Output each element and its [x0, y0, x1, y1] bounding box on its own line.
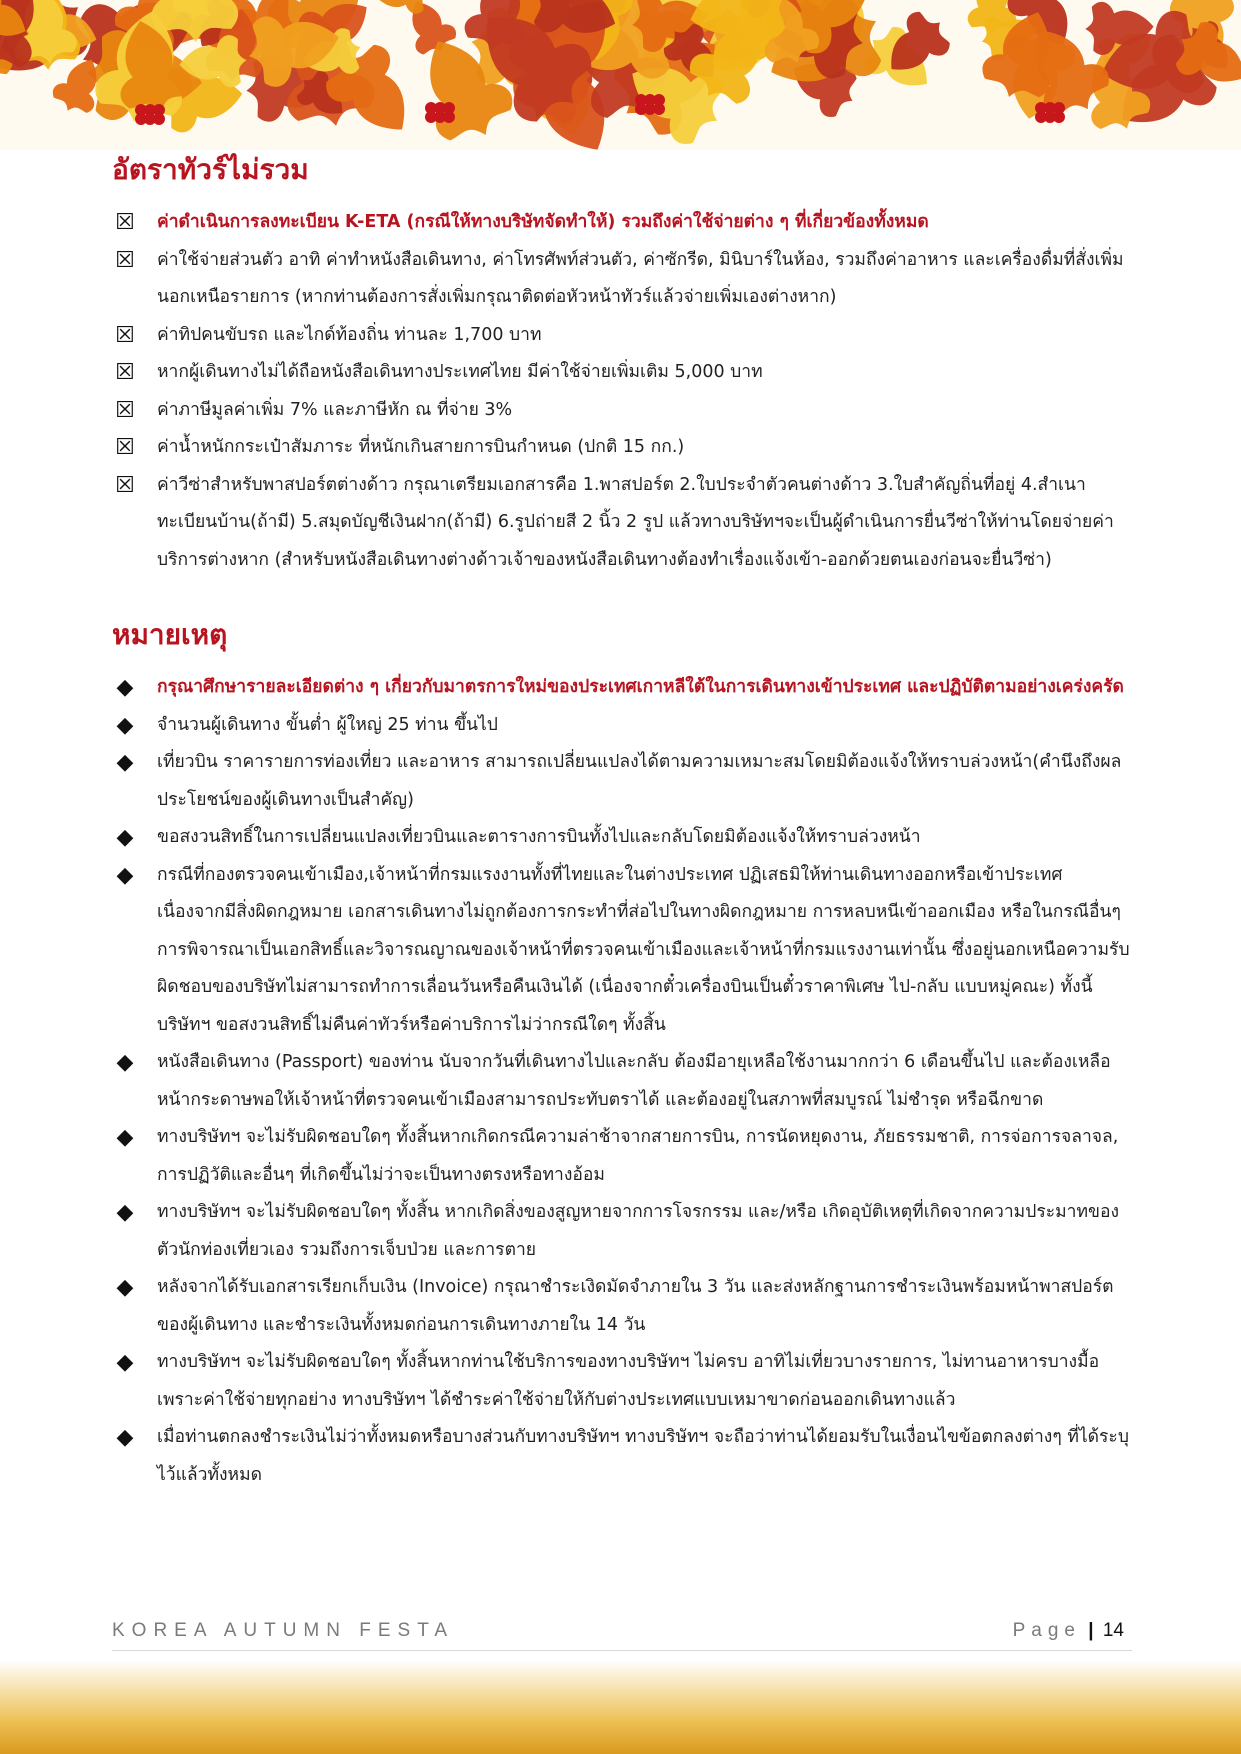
excluded-item-text: ค่าทิปคนขับรถ และไกด์ท้องถิ่น ท่านละ 1,700 บาท: [157, 324, 542, 345]
diamond-bullet-icon: ◆: [116, 862, 134, 888]
excluded-item-text: ค่าดำเนินการลงทะเบียน K-ETA (กรณีให้ทางบริษัทจัดทำให้) รวมถึงค่าใช้จ่ายต่าง ๆ ที่เกี่ยวข้องทั้งหมด: [157, 212, 929, 232]
checkbox-x-icon: ☒: [115, 247, 135, 273]
page-label: Page: [1012, 1620, 1081, 1641]
page-separator: |: [1088, 1620, 1094, 1641]
note-item-text: ทางบริษัทฯ จะไม่รับผิดชอบใดๆ ทั้งสิ้น หากเกิดสิ่งของสูญหายจากการโจรกรรม และ/หรือ เกิดอุบัติเหตุที่เกิดจากความประมาทของตัวนักท่องเที่ยวเอง รวมถึงการเจ็บป่วย และการตาย: [157, 1202, 1120, 1260]
diamond-bullet-icon: ◆: [116, 1125, 134, 1150]
excluded-item-text: ค่าภาษีมูลค่าเพิ่ม 7% และภาษีหัก ณ ที่จ่าย 3%: [157, 399, 513, 420]
checkbox-x-icon: ☒: [115, 435, 135, 460]
page-number: 14: [1102, 1620, 1124, 1641]
notes-heading: หมายเหตุ: [112, 618, 228, 651]
note-item-text: หลังจากได้รับเอกสารเรียกเก็บเงิน (Invoice) กรุณาชำระเงิดมัดจำภายใน 3 วัน และส่งหลักฐานการชำระเงินพร้อมหน้าพาสปอร์ตของผู้เดินทาง และชำระเงินทั้งหมดก่อนการเดินทางภายใน 14 วัน: [157, 1277, 1114, 1335]
note-item-text: กรุณาศึกษารายละเอียดต่าง ๆ เกี่ยวกับมาตรการใหม่ของประเทศเกาหลีใต้ในการเดินทางเข้าประเทศ และปฏิบัติตามอย่างเคร่งครัด: [157, 677, 1124, 697]
page-content: [112, 148, 1132, 1494]
diamond-bullet-icon: ◆: [116, 1050, 134, 1075]
note-item-text: ทางบริษัทฯ จะไม่รับผิดชอบใดๆ ทั้งสิ้นหากเกิดกรณีความล่าช้าจากสายการบิน, การนัดหยุดงาน, ภัยธรรมชาติ, การจ่อการจลาจล, การปฏิวัติและอื่นๆ ที่เกิดขึ้นไม่ว่าจะเป็นทางตรงหรือทางอ้อม: [157, 1127, 1119, 1185]
note-item: [112, 1044, 1132, 1119]
note-item: [112, 1419, 1132, 1494]
excluded-item: [112, 467, 1132, 580]
note-item-text: หนังสือเดินทาง (Passport) ของท่าน นับจากวันที่เดินทางไปและกลับ ต้องมีอายุเหลือใช้งานมากกว่า 6 เดือนขึ้นไป และต้องเหลือหน้ากระดาษพอให้เจ้าหน้าที่ตรวจคนเข้าเมืองสามารถประทับตราได้ และต้องอยู่ในสภาพที่สมบูรณ์ ไม่ชำรุด หรือฉีกขาด: [157, 1052, 1111, 1110]
note-item: [112, 1269, 1132, 1344]
excluded-item: [112, 392, 1132, 430]
excluded-item: [112, 242, 1132, 317]
page-indicator: [1013, 1620, 1124, 1642]
note-item-text: กรณีที่กองตรวจคนเข้าเมือง,เจ้าหน้าที่กรมแรงงานทั้งที่ไทยและในต่างประเทศ ปฏิเสธมิให้ท่านเดินทางออกหรือเข้าประเทศ เนื่องจากมีสิ่งผิดกฎหมาย เอกสารเดินทางไม่ถูกต้องการกระทำที่ส่อไปในทางผิดกฎหมาย การหลบหนีเข้าออกเมือง หรือในกรณีอื่นๆการพิจารณาเป็นเอกสิทธิ์และวิจารณญาณของเจ้าหน้าที่ตรวจคนเข้าเมืองและเจ้าหน้าที่กรมแรงงานเท่านั้น ซึ่งอยู่นอกเหนือความรับผิดชอบของบริษัทไม่สามารถทำการเลื่อนวันหรือคืนเงินได้ (เนื่องจากตั๋วเครื่องบินเป็นตั๋วราคาพิเศษ ไป-กลับ แบบหมู่คณะ) ทั้งนี้บริษัทฯ ขอสงวนสิทธิ์ไม่คืนค่าทัวร์หรือค่าบริการไม่ว่ากรณีใดๆ ทั้งสิ้น: [157, 864, 1130, 1035]
excluded-item-text: ค่าน้ำหนักกระเป๋าสัมภาระ ที่หนักเกินสายการบินกำหนด (ปกติ 15 กก.): [157, 437, 685, 457]
footer-brand: KOREA AUTUMN FESTA: [112, 1620, 455, 1641]
note-item: [112, 707, 1132, 745]
excluded-item-text: ค่าวีซ่าสำหรับพาสปอร์ตต่างด้าว กรุณาเตรียมเอกสารคือ 1.พาสปอร์ต 2.ใบประจำตัวคนต่างด้าว 3.ใบสำคัญถิ่นที่อยู่ 4.สำเนาทะเบียนบ้าน(ถ้ามี) 5.สมุดบัญชีเงินฝาก(ถ้ามี) 6.รูปถ่ายสี 2 นิ้ว 2 รูป แล้วทางบริษัทฯจะเป็นผู้ดำเนินการยื่นวีซ่าให้ท่านโดยจ่ายค่าบริการต่างหาก (สำหรับหนังสือเดินทางต่างด้าวเจ้าของหนังสือเดินทางต้องทำเรื่องแจ้งเข้า-ออกด้วยตนเองก่อนจะยื่นวีซ่า): [157, 474, 1114, 570]
autumn-leaves-illustration: [0, 0, 1241, 150]
page-footer: [112, 1616, 1132, 1651]
note-item-text: จำนวนผู้เดินทาง ขั้นต่ำ ผู้ใหญ่ 25 ท่าน ขึ้นไป: [157, 714, 498, 735]
excluded-item-text: ค่าใช้จ่ายส่วนตัว อาทิ ค่าทำหนังสือเดินทาง, ค่าโทรศัพท์ส่วนตัว, ค่าซักรีด, มินิบาร์ในห้อง, รวมถึงค่าอาหาร และเครื่องดื่มที่สั่งเพิ่มนอกเหนือรายการ (หากท่านต้องการสั่งเพิ่มกรุณาติดต่อหัวหน้าทัวร์แล้วจ่ายเพิ่มเองต่างหาก): [157, 249, 1124, 307]
diamond-bullet-icon: ◆: [116, 675, 134, 700]
bottom-gradient-bar: [0, 1660, 1241, 1754]
excluded-item: [112, 204, 1132, 242]
excluded-list: [112, 204, 1132, 579]
excluded-item-text: หากผู้เดินทางไม่ได้ถือหนังสือเดินทางประเทศไทย มีค่าใช้จ่ายเพิ่มเติม 5,000 บาท: [157, 362, 763, 382]
note-item-text: ขอสงวนสิทธิ์ในการเปลี่ยนแปลงเที่ยวบินและตารางการบินทั้งไปและกลับโดยมิต้องแจ้งให้ทราบล่วงหน้า: [157, 827, 921, 847]
notes-list: [112, 669, 1132, 1494]
note-item: [112, 669, 1132, 707]
note-item: [112, 1194, 1132, 1269]
diamond-bullet-icon: ◆: [116, 1350, 134, 1375]
checkbox-x-icon: ☒: [115, 210, 135, 235]
excluded-item: [112, 317, 1132, 355]
note-item: [112, 1119, 1132, 1194]
berry-shape: [653, 103, 665, 115]
diamond-bullet-icon: ◆: [116, 712, 134, 738]
diamond-bullet-icon: ◆: [116, 1200, 134, 1225]
note-item-text: เมื่อท่านตกลงชำระเงินไม่ว่าทั้งหมดหรือบางส่วนกับทางบริษัทฯ ทางบริษัทฯ จะถือว่าท่านได้ยอมรับในเงื่อนไขข้อตกลงต่างๆ ที่ได้ระบุไว้แล้วทั้งหมด: [157, 1427, 1129, 1485]
diamond-bullet-icon: ◆: [116, 750, 134, 775]
checkbox-x-icon: ☒: [115, 397, 135, 423]
excluded-item: [112, 354, 1132, 392]
checkbox-x-icon: ☒: [115, 360, 135, 385]
excluded-heading: อัตราทัวร์ไม่รวม: [112, 153, 309, 186]
note-item: [112, 857, 1132, 1045]
excluded-item: [112, 429, 1132, 467]
diamond-bullet-icon: ◆: [116, 1425, 134, 1450]
diamond-bullet-icon: ◆: [116, 1275, 134, 1300]
berry-shape: [443, 111, 455, 123]
berry-shape: [153, 113, 165, 125]
autumn-leaves-banner: [0, 0, 1241, 150]
note-item: [112, 744, 1132, 819]
note-item: [112, 819, 1132, 857]
diamond-bullet-icon: ◆: [116, 825, 134, 850]
berry-shape: [1053, 111, 1065, 123]
checkbox-x-icon: ☒: [115, 472, 135, 498]
note-item-text: เที่ยวบิน ราคารายการท่องเที่ยว และอาหาร สามารถเปลี่ยนแปลงได้ตามความเหมาะสมโดยมิต้องแจ้งให้ทราบล่วงหน้า(คำนึงถึงผลประโยชน์ของผู้เดินทางเป็นสำคัญ): [157, 752, 1122, 810]
note-item: [112, 1344, 1132, 1419]
checkbox-x-icon: ☒: [115, 322, 135, 348]
note-item-text: ทางบริษัทฯ จะไม่รับผิดชอบใดๆ ทั้งสิ้นหากท่านใช้บริการของทางบริษัทฯ ไม่ครบ อาทิไม่เที่ยวบางรายการ, ไม่ทานอาหารบางมื้อเพราะค่าใช้จ่ายทุกอย่าง ทางบริษัทฯ ได้ชำระค่าใช้จ่ายให้กับต่างประเทศแบบเหมาขาดก่อนออกเดินทางแล้ว: [157, 1352, 1100, 1410]
